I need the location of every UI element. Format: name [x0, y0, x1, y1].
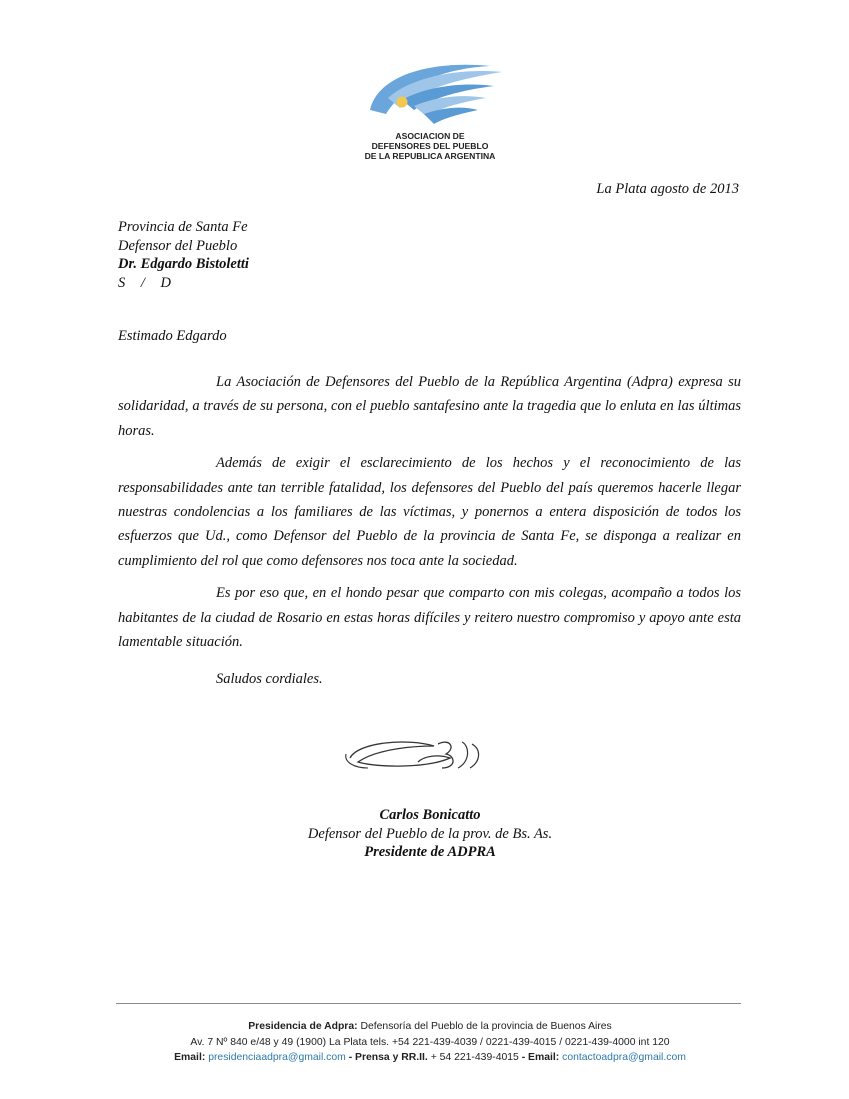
footer-email-label: Email:: [174, 1052, 206, 1063]
recipient-block: [118, 218, 249, 292]
footer-sep-1: -: [345, 1052, 356, 1063]
recipient-name: Dr. Edgardo Bistoletti: [118, 256, 249, 272]
footer-email-label-2: Email:: [528, 1052, 560, 1063]
footer-email-presidencia-link[interactable]: presidenciaadpra@gmail.com: [208, 1052, 346, 1063]
footer: [100, 1019, 760, 1066]
footer-line-3: [100, 1050, 760, 1066]
salutation: Saludos cordiales.: [216, 671, 323, 687]
signer-role: Defensor del Pueblo de la prov. de Bs. As.: [307, 825, 553, 842]
footer-presidencia-value: Defensoría del Pueblo de la provincia de Buenos Aires: [357, 1021, 612, 1032]
letterhead-org-name: [355, 131, 505, 161]
paragraph-1: La Asociación de Defensores del Pueblo de la República Argentina (Adpra) expresa su solidaridad, a través de su persona, con el pueblo santafesino ante la tragedia que lo enluta en las últimas horas.: [118, 374, 741, 439]
recipient-sd: S / D: [118, 274, 171, 291]
org-line-1: ASOCIACION DE: [395, 131, 465, 141]
paragraph-2: Además de exigir el esclarecimiento de los hechos y el reconocimiento de las responsabilidades ante tan terrible fatalidad, los defensores del Pueblo del país queremos hacerle llegar nuestras condolencias a los familiares de las víctimas, y ponernos a entera disposición de todos los esfuerzos que Ud., como Defensor del Pueblo de la provincia de Santa Fe, se disponga a realizar en cumplimiento del rol que como defensores nos toca ante la sociedad.: [118, 455, 741, 569]
footer-presidencia-label: Presidencia de Adpra:: [248, 1021, 358, 1032]
footer-address: Av. 7 Nº 840 e/48 y 49 (1900) La Plata tels. +54 221-439-4039 / 0221-439-4015 / 0221-439-4000 int 120: [190, 1036, 670, 1048]
handwritten-signature: [338, 728, 498, 778]
logo-sun: [397, 97, 408, 108]
recipient-line-1: Provincia de Santa Fe: [118, 219, 248, 235]
footer-email-contacto-link[interactable]: contactoadpra@gmail.com: [562, 1052, 686, 1063]
signer-name: Carlos Bonicatto: [379, 807, 481, 823]
footer-divider: [116, 1003, 741, 1004]
org-line-2: DEFENSORES DEL PUEBLO: [371, 141, 489, 151]
footer-sep-2: -: [518, 1052, 529, 1063]
letter-body: [118, 370, 741, 662]
footer-prensa-label: Prensa y RR.II.: [355, 1052, 428, 1063]
greeting: Estimado Edgardo: [118, 328, 227, 344]
signer-block: [240, 806, 620, 862]
letter-date: La Plata agosto de 2013: [596, 181, 739, 197]
footer-prensa-phone: + 54 221-439-4015: [427, 1052, 519, 1063]
org-line-3: DE LA REPUBLICA ARGENTINA: [364, 151, 496, 161]
signer-title: Presidente de ADPRA: [364, 844, 496, 860]
recipient-line-2: Defensor del Pueblo: [118, 237, 238, 254]
paragraph-3: Es por eso que, en el hondo pesar que comparto con mis colegas, acompaño a todos los habitantes de la ciudad de Rosario en estas horas difíciles y reitero nuestro compromiso y apoyo ante esta lamentable situación.: [118, 585, 741, 651]
footer-line-1: [100, 1019, 760, 1035]
